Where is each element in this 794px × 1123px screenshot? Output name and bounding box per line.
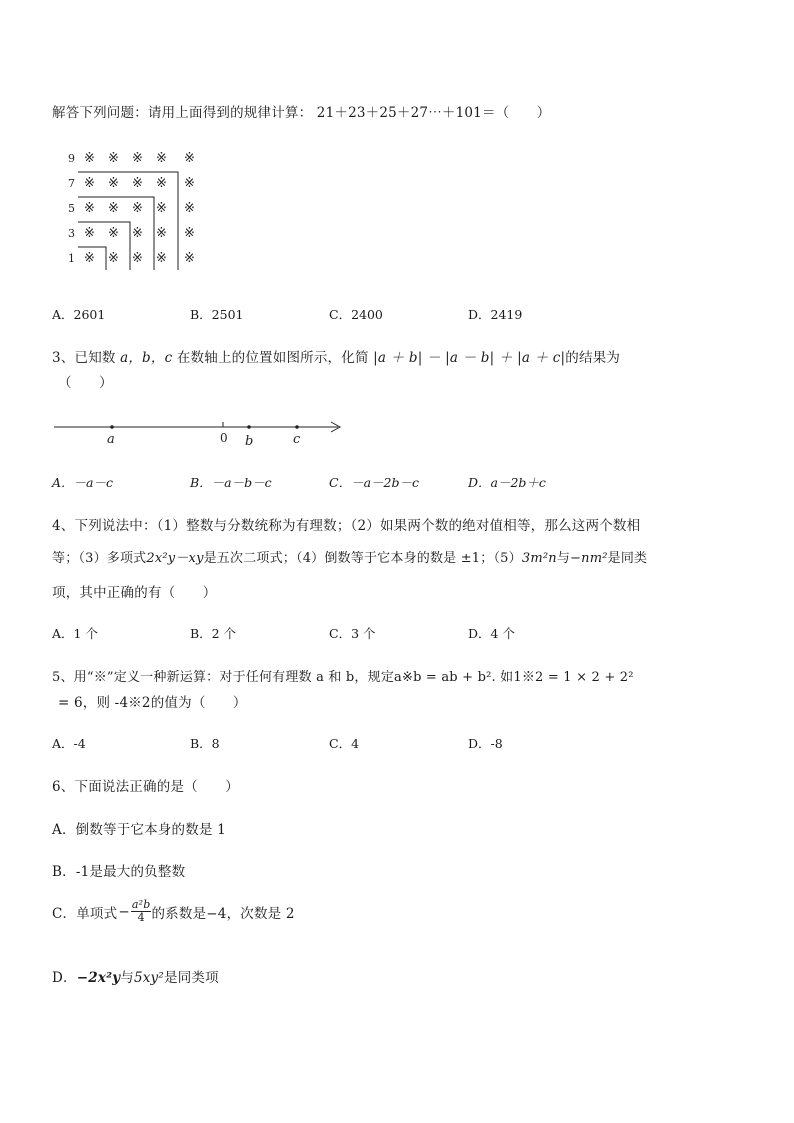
grid-symbol: ※: [84, 176, 95, 191]
q5-option-a[interactable]: A．-4: [52, 736, 86, 751]
grid-symbol: ※: [84, 151, 95, 166]
q4-line3: 项，其中正确的有（ ）: [52, 585, 217, 601]
q4-option-d[interactable]: D．4 个: [468, 626, 515, 641]
q2-option-d[interactable]: D．2419: [468, 307, 523, 322]
grid-symbol: ※: [132, 201, 143, 216]
q5-line1: 5、用“※”定义一种新运算：对于任何有理数 a 和 b，规定a※b = ab + b². 如1※2 = 1 × 2 + 2²: [52, 670, 634, 685]
q4-option-c[interactable]: C．3 个: [329, 626, 376, 641]
row-label-1: 1: [68, 252, 75, 265]
q6-option-d[interactable]: [52, 966, 219, 986]
grid-symbol: ※: [184, 201, 195, 216]
q6-fraction: [131, 899, 152, 924]
q4-option-a[interactable]: A．1 个: [52, 626, 98, 641]
q6-stem: 6、下面说法正确的是（ ）: [52, 779, 239, 795]
grid-symbol: ※: [84, 226, 95, 241]
grid-symbol: ※: [132, 251, 143, 266]
point-a: [110, 425, 114, 429]
grid-symbol: ※: [132, 151, 143, 166]
grid-symbol: ※: [108, 151, 119, 166]
q6-option-d-suffix: 是同类项: [164, 970, 219, 986]
q4-option-b[interactable]: B．2 个: [190, 626, 237, 641]
row-label-7: 7: [68, 177, 75, 190]
q5-option-d[interactable]: D．-8: [468, 736, 503, 751]
label-a: a: [107, 432, 115, 447]
q4-line2: [52, 547, 647, 566]
q3-option-b[interactable]: [190, 473, 272, 491]
label-zero: 0: [220, 431, 228, 445]
q2-option-a[interactable]: A．2601: [52, 307, 106, 322]
q6-fraction-numerator: a²b: [131, 898, 151, 911]
point-c: [295, 425, 299, 429]
q4-polynomial: 2x²y－xy: [146, 551, 204, 566]
q4-line2-part-b: 是五次二项式；（4）倒数等于它本身的数是 ±1；（5）: [203, 551, 522, 566]
row-label-5: 5: [68, 202, 75, 215]
q4-line2-part-c: 与: [556, 551, 571, 566]
q5-option-c[interactable]: C．4: [329, 736, 360, 751]
q3-option-d-text: D．a－2b＋c: [468, 475, 546, 490]
grid-symbol: ※: [184, 226, 195, 241]
q3-stem-prefix: 3、已知数: [52, 350, 116, 366]
q3-abs-expression: |a ＋ b| － |a － b| ＋ |a ＋ c|: [373, 350, 566, 366]
q6-option-d-prefix: D．: [52, 970, 77, 986]
grid-symbol: ※: [84, 201, 95, 216]
grid-symbol: ※: [156, 201, 167, 216]
q6-option-b[interactable]: B．-1是最大的负整数: [52, 864, 186, 880]
label-b: b: [245, 434, 254, 449]
q2-figure: [60, 145, 210, 273]
grid-symbol: ※: [84, 251, 95, 266]
q3-vars: a，b，c: [120, 350, 173, 366]
q3-stem-middle: 在数轴上的位置如图所示，化简: [176, 350, 369, 366]
q3-stem-suffix: 的结果为: [565, 350, 621, 366]
q4-term-3m2n: 3m²n: [521, 551, 557, 566]
q4-line2-part-d: 是同类: [607, 551, 648, 566]
q5-line2: = 6，则 -4※2的值为（ ）: [58, 695, 247, 711]
q6-term-2x2y: −2x²y: [76, 970, 121, 986]
label-c: c: [293, 432, 301, 447]
q2-option-c[interactable]: C．2400: [329, 307, 383, 322]
grid-symbol: ※: [184, 151, 195, 166]
grid-symbol: ※: [156, 176, 167, 191]
q3-option-a[interactable]: [52, 473, 113, 491]
row-label-3: 3: [68, 227, 75, 240]
q2-option-b[interactable]: B．2501: [190, 307, 244, 322]
grid-symbol: ※: [108, 176, 119, 191]
q4-term-nm2: −nm²: [570, 551, 608, 566]
grid-symbol: ※: [156, 226, 167, 241]
q3-option-b-text: B．－a－b－c: [190, 475, 272, 490]
q4-line1: 4、下列说法中：（1）整数与分数统称为有理数；（2）如果两个数的绝对值相等，那么这两个数相: [52, 518, 641, 534]
q3-stem-end: （ ）: [58, 375, 113, 391]
grid-symbol: ※: [108, 201, 119, 216]
grid-symbol: ※: [156, 151, 167, 166]
point-b: [247, 425, 251, 429]
q2-stem: 解答下列问题：请用上面得到的规律计算： 21＋23＋25＋27⋯＋101＝（ ）: [52, 105, 551, 121]
grid-symbol: ※: [184, 176, 195, 191]
q5-option-b[interactable]: B．8: [190, 736, 220, 751]
q3-option-c-text: C．－a－2b－c: [329, 475, 419, 490]
q3-option-d[interactable]: [468, 473, 546, 491]
q3-option-a-text: A．－a－c: [52, 475, 113, 490]
grid-symbol: ※: [108, 251, 119, 266]
q6-option-c-prefix: C．单项式: [52, 905, 118, 922]
grid-symbol: ※: [132, 226, 143, 241]
q6-term-5xy2: 5xy²: [133, 970, 164, 986]
q6-option-a[interactable]: A．倒数等于它本身的数是 1: [52, 822, 226, 838]
q6-option-c[interactable]: C．单项式 − $\frac{\text{a²b}}{4}$ 的系数是−4，次数是 2: [52, 898, 295, 924]
grid-symbol: ※: [184, 251, 195, 266]
q6-option-c-suffix: 的系数是−4，次数是 2: [151, 905, 295, 922]
q3-option-c[interactable]: [329, 473, 419, 491]
q3-stem: [52, 346, 620, 366]
row-label-9: 9: [68, 152, 75, 165]
q4-line2-part-a: 等；（3）多项式: [52, 551, 147, 566]
q6-option-d-middle: 与: [120, 970, 134, 986]
grid-symbol: ※: [108, 226, 119, 241]
q6-fraction-denominator: 4: [137, 911, 145, 924]
q3-number-line: [52, 415, 352, 449]
grid-symbol: ※: [132, 176, 143, 191]
grid-symbol: ※: [156, 251, 167, 266]
